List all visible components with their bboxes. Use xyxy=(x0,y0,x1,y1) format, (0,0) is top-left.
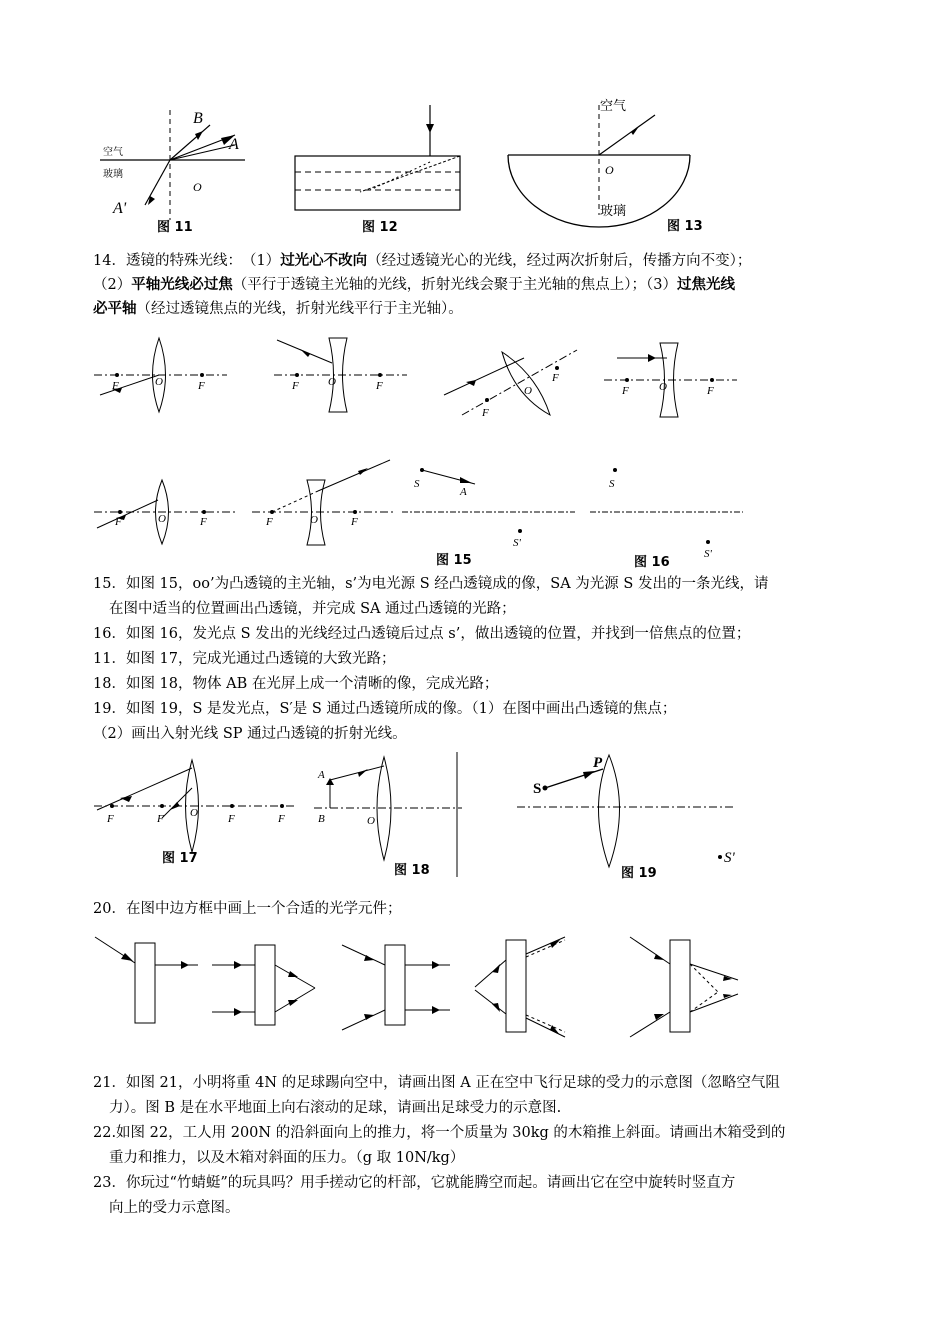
q14-line2 xyxy=(93,274,735,296)
q18: 18．如图 18，物体 AB 在光屏上成一个清晰的像，完成光路； xyxy=(93,676,499,692)
q23-line1: 23．你玩过“竹蜻蜓”的玩具吗？用手搓动它的杆部，它就能腾空而起。请画出它在空中旋转时竖直方 xyxy=(93,1175,736,1191)
figure-15 xyxy=(400,462,580,570)
q16: 16．如图 16，发光点 S 发出的光线经过凸透镜后过点 s’，做出透镜的位置，并找到一倍焦点的位置； xyxy=(93,626,751,642)
q22-line2: 重力和推力，以及木箱对斜面的压力。（g 取 10N/kg） xyxy=(109,1150,465,1166)
q14-rule3-note: （经过透镜焦点的光线，折射光线平行于主光轴）。 xyxy=(136,301,463,317)
q20-box-5 xyxy=(628,932,748,1042)
q20-box-3 xyxy=(340,940,460,1030)
label-lens_labels-F: F xyxy=(622,385,629,397)
q14-rule2: 平轴光线必过焦 xyxy=(131,276,233,293)
label-lens_labels-F: F xyxy=(266,516,273,528)
label-lens_labels-F: F xyxy=(482,407,489,419)
fig19-caption: 图 19 xyxy=(621,866,657,881)
q19-line2: （2）画出入射光线 SP 通过凸透镜的折射光线。 xyxy=(93,726,407,742)
fig11-A-label: A xyxy=(229,136,239,153)
lens-diagram-2 xyxy=(272,335,412,415)
label-lens_labels-F: F xyxy=(107,813,114,825)
figure-16 xyxy=(588,462,748,570)
q14-rule1: 过光心不改向 xyxy=(280,252,368,269)
label-lens_labels-F: F xyxy=(200,516,207,528)
q20-box-1 xyxy=(93,935,208,1030)
figure-19 xyxy=(515,745,750,885)
label-lens_labels-O: O xyxy=(190,807,198,819)
label-lens_labels-F: F xyxy=(292,380,299,392)
q14-rule2-note: （平行于透镜主光轴的光线，折射光线会聚于主光轴的焦点上）；（3） xyxy=(232,277,677,293)
q14-line1 xyxy=(93,250,751,272)
q22-line1: 22.如图 22，工人用 200N 的沿斜面向上的推力，将一个质量为 30kg 的木箱推上斜面。请画出木箱受到的 xyxy=(93,1125,786,1141)
label-lens_labels-O: O xyxy=(158,513,166,525)
label-lens_labels-S_prime: S' xyxy=(724,850,735,866)
q14-rule3b: 必平轴 xyxy=(93,300,137,317)
label-lens_labels-F: F xyxy=(351,516,358,528)
figure-18 xyxy=(312,752,482,880)
label-lens_labels-F: F xyxy=(707,385,714,397)
q20: 20．在图中边方框中画上一个合适的光学元件； xyxy=(93,901,402,917)
lens-diagram-5 xyxy=(92,478,242,558)
q14-p2: （2） xyxy=(93,277,132,293)
figure-11 xyxy=(95,105,255,235)
fig13-caption: 图 13 xyxy=(667,219,703,234)
fig18-caption: 图 18 xyxy=(394,863,430,878)
label-lens_labels-A: A xyxy=(318,769,325,781)
q19-line1: 19．如图 19，S 是发光点，S′是 S 通过凸透镜所成的像。（1）在图中画出凸透镜的焦点； xyxy=(93,701,677,717)
fig13-O-label: O xyxy=(605,163,614,177)
label-lens_labels-S: S xyxy=(533,781,542,797)
q20-box-4 xyxy=(470,932,580,1042)
label-lens_labels-S: S xyxy=(414,478,420,490)
label-lens_labels-O: O xyxy=(155,376,163,388)
fig11-glass-label: 玻璃 xyxy=(103,169,123,180)
label-lens_labels-S_prime: S' xyxy=(513,537,521,549)
fig11-A-prime-label: A' xyxy=(113,200,127,217)
lens-diagram-1 xyxy=(92,335,232,415)
fig12-caption: 图 12 xyxy=(362,220,398,235)
q21-line1: 21．如图 21，小明将重 4N 的足球踢向空中，请画出图 A 正在空中飞行足球的受力的示意图（忽略空气阻 xyxy=(93,1075,780,1091)
fig11-caption: 图 11 xyxy=(157,220,193,235)
label-lens_labels-F: F xyxy=(552,372,559,384)
lens-diagram-4 xyxy=(602,338,742,418)
fig17-caption: 图 17 xyxy=(162,851,198,866)
fig11-O-label: O xyxy=(193,180,202,194)
label-lens_labels-F: F xyxy=(157,813,164,825)
label-lens_labels-A: A xyxy=(460,486,467,498)
label-lens_labels-F: F xyxy=(278,813,285,825)
label-lens_labels-S: S xyxy=(609,478,615,490)
q15-line1: 15．如图 15，oo’为凸透镜的主光轴，s’为电光源 S 经凸透镜成的像，SA 为光源 S 发出的一条光线，请 xyxy=(93,576,769,592)
label-lens_labels-O: O xyxy=(524,385,532,397)
q23-line2: 向上的受力示意图。 xyxy=(109,1200,240,1216)
fig13-glass-label: 玻璃 xyxy=(600,203,627,218)
label-lens_labels-F: F xyxy=(376,380,383,392)
q11: 11．如图 17，完成光通过凸透镜的大致光路； xyxy=(93,651,396,667)
label-lens_labels-O: O xyxy=(659,381,667,393)
fig13-air-label: 空气 xyxy=(600,98,627,113)
label-lens_labels-S_prime: S' xyxy=(704,548,712,560)
q14-line3 xyxy=(93,298,463,320)
label-lens_labels-O: O xyxy=(367,815,375,827)
label-lens_labels-F: F xyxy=(115,516,122,528)
label-lens_labels-B: B xyxy=(318,813,325,825)
q14-rule3a: 过焦光线 xyxy=(676,276,735,293)
fig11-air-label: 空气 xyxy=(103,147,123,158)
label-lens_labels-O: O xyxy=(328,376,336,388)
lens-diagram-3 xyxy=(442,340,582,425)
q14-lead: 14．透镜的特殊光线： （1） xyxy=(93,253,281,269)
fig11-B-label: B xyxy=(193,110,203,127)
label-lens_labels-F: F xyxy=(198,380,205,392)
label-lens_labels-P: P xyxy=(593,755,603,771)
label-lens_labels-O: O xyxy=(310,514,318,526)
lens-diagram-6 xyxy=(250,455,400,565)
figure-13 xyxy=(505,95,705,235)
q21-line2: 力）。图 B 是在水平地面上向右滚动的足球，请画出足球受力的示意图. xyxy=(109,1100,562,1116)
q20-box-2 xyxy=(210,940,325,1030)
figure-17 xyxy=(92,758,302,868)
fig16-caption: 图 16 xyxy=(634,555,670,570)
q15-line2: 在图中适当的位置画出凸透镜，并完成 SA 通过凸透镜的光路； xyxy=(109,601,516,617)
label-lens_labels-F: F xyxy=(112,380,119,392)
fig15-caption: 图 15 xyxy=(436,553,472,568)
q14-rule1-note: （经过透镜光心的光线，经过两次折射后，传播方向不变）； xyxy=(367,253,752,269)
figure-12 xyxy=(290,100,465,235)
label-lens_labels-F: F xyxy=(228,813,235,825)
